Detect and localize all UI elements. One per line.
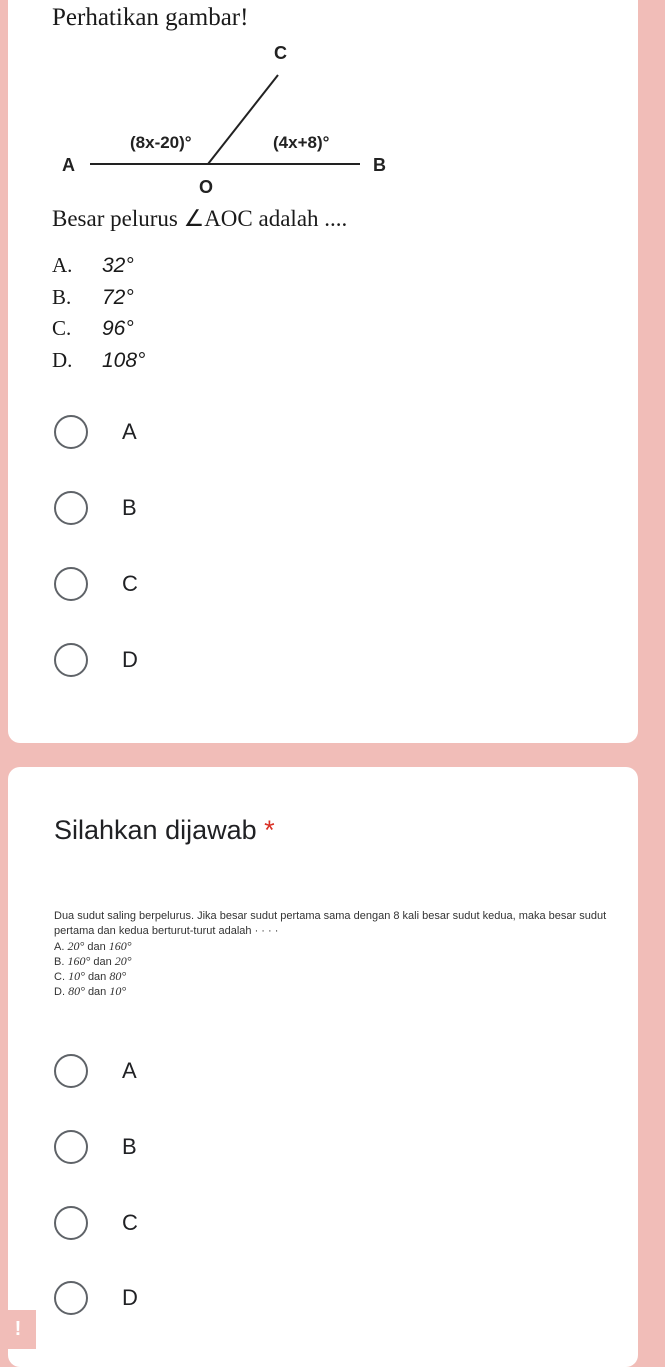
option-2-b: B. 160° dan 20° [54,954,132,968]
option-text-c: C. 96° [52,316,134,340]
line-oc [208,75,278,164]
radio-button-a[interactable] [54,415,88,449]
q2-radio-button-c[interactable] [54,1206,88,1240]
label-point-b: B [373,155,386,175]
choice-b[interactable] [54,491,137,525]
q2-choice-b[interactable] [54,1130,137,1164]
question-1-text: Besar pelurus ∠AOC adalah .... [52,206,348,231]
label-point-c: C [274,43,287,63]
q2-choice-label-c: C [122,1210,138,1235]
question-2-text: Dua sudut saling berpelurus. Jika besar sudut pertama sama dengan 8 kali besar sudut kedua, maka besar sudut pertama dan kedua berturut-turut adalah · · · · [54,910,607,937]
angle-diagram [48,33,448,208]
q2-choice-label-b: B [122,1134,137,1159]
label-angle-aoc: (8x-20)° [130,133,192,152]
option-2-d: D. 80° dan 10° [54,984,127,998]
required-asterisk: * [264,815,275,845]
choice-c[interactable] [54,567,138,601]
choice-label-a: A [122,419,137,444]
label-point-a: A [62,155,75,175]
radio-button-d[interactable] [54,643,88,677]
choice-label-c: C [122,571,138,596]
option-text-b: B. 72° [52,285,134,309]
label-angle-cob: (4x+8)° [273,133,330,152]
radio-button-c[interactable] [54,567,88,601]
q2-choice-a[interactable] [54,1054,137,1088]
choice-label-b: B [122,495,137,520]
choice-label-d: D [122,647,138,672]
radio-button-b[interactable] [54,491,88,525]
option-text-d: D. 108° [52,348,146,372]
q2-choice-c[interactable] [54,1206,138,1240]
q2-radio-button-d[interactable] [54,1281,88,1315]
label-point-o: O [199,177,214,197]
q2-choice-label-a: A [122,1058,137,1083]
option-text-a: A. 32° [52,253,134,277]
q2-radio-button-a[interactable] [54,1054,88,1088]
question-2-title: Silahkan dijawab * [54,815,275,845]
q2-choice-d[interactable] [54,1281,138,1315]
question-1-intro: Perhatikan gambar! [52,4,249,31]
q2-radio-button-b[interactable] [54,1130,88,1164]
option-2-a: A. 20° dan 160° [54,939,132,953]
q2-choice-label-d: D [122,1285,138,1310]
alert-icon[interactable]: ! [0,1310,36,1349]
question-card-2 [8,767,638,1367]
question-2-image-text [54,909,614,999]
question-card-1 [8,0,638,743]
choice-d[interactable] [54,643,138,677]
choice-a[interactable] [54,415,137,449]
option-2-c: C. 10° dan 80° [54,969,127,983]
